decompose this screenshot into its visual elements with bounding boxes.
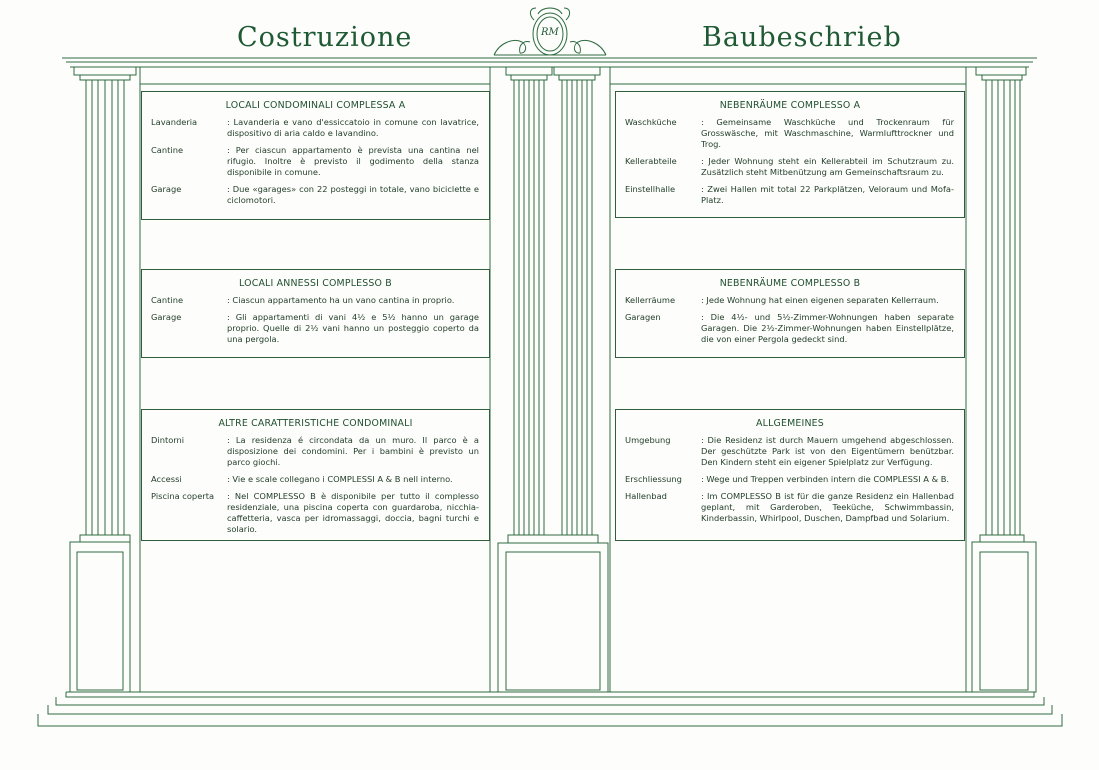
list-item: Cantine : Ciascun appartamento ha un vano cantina in proprio.: [151, 295, 455, 305]
list-item: Dintorni : La residenza é circondata da un muro. Il parco è a disposizione dei condomini. Per i bambini è previsto un parco giochi.: [151, 435, 479, 467]
box-title: LOCALI CONDOMINALI COMPLESSA A: [225, 100, 406, 111]
list-item: Waschküche : Gemeinsame Waschküche und Trockenraum für Grosswäsche, mit Waschmaschine, Warmlufttrockner und Trog.: [625, 117, 954, 149]
base-steps: [38, 692, 1062, 726]
box-nebenraeume-a: [615, 91, 965, 218]
box-locali-annessi-b: [141, 269, 490, 358]
list-item: Garage : Gli appartamenti di vani 4½ e 5½ hanno un garage proprio. Quelle di 2½ vani hanno un posteggio coperto da una pergola.: [151, 312, 479, 344]
box-locali-condominali-a: [141, 91, 490, 220]
list-item: Einstellhalle : Zwei Hallen mit total 22 Parkplätzen, Veloraum und Mofa-Platz.: [625, 184, 954, 205]
list-item: Cantine : Per ciascun appartamento è prevista una cantina nel rifugio. Inoltre è previsto il godimento della stanza disponibile in comune.: [151, 145, 479, 177]
list-item: Piscina coperta : Nel COMPLESSO B è disponibile per tutto il complesso residenziale, una piscina coperta con guardaroba, nicchia-caffetteria, vasca per idromassaggi, doccia, bagni turchi e solario.: [151, 491, 479, 534]
left-column: [70, 67, 136, 692]
list-item: Kellerräume : Jede Wohnung hat einen eigenen separaten Kellerraum.: [625, 295, 939, 305]
list-item: Garagen : Die 4½- und 5½-Zimmer-Wohnungen haben separate Garagen. Die 2½-Zimmer-Wohnungen haben Einstellplätze, die von einer Pergola gedeckt sind.: [625, 312, 954, 344]
box-title: LOCALI ANNESSI COMPLESSO B: [239, 278, 392, 289]
box-altre-caratteristiche: [141, 409, 490, 541]
box-allgemeines: [615, 409, 965, 541]
box-title: NEBENRÄUME COMPLESSO B: [719, 278, 861, 289]
box-title: NEBENRÄUME COMPLESSO A: [719, 100, 861, 111]
list-item: Kellerabteile : Jeder Wohnung steht ein Kellerabteil im Schutzraum zu. Zusätzlich steht Mitbenützung am Gemeinschaftsraum zu.: [625, 156, 954, 177]
list-item: Hallenbad : Im COMPLESSO B ist für die ganze Residenz ein Hallenbad geplant, mit Garderoben, Teeküche, Schwimmbassin, Kinderbassin, Whirlpool, Duschen, Dampfbad und Solarium.: [625, 491, 954, 523]
box-title: ALLGEMEINES: [756, 418, 824, 429]
monogram: RM: [541, 27, 559, 38]
list-item: Garage : Due «garages» con 22 posteggi in totale, vano biciclette e ciclomotori.: [151, 184, 479, 205]
right-column: [972, 67, 1036, 692]
list-item: Accessi : Vie e scale collegano i COMPLESSI A & B nell interno.: [151, 474, 453, 484]
box-nebenraeume-b: [615, 269, 965, 358]
list-item: Erschliessung : Wege und Treppen verbinden intern die COMPLESSI A & B.: [625, 474, 950, 484]
title-italian: Costruzione: [237, 22, 413, 53]
box-title: ALTRE CARATTERISTICHE CONDOMINALI: [218, 418, 413, 429]
list-item: Lavanderia : Lavanderia e vano d'essiccatoio in comune con lavatrice, dispositivo di aria caldo e lavandino.: [151, 117, 479, 138]
list-item: Umgebung : Die Residenz ist durch Mauern umgehend abgeschlossen. Der geschützte Park ist von den Eigentümern benützbar. Den Kindern steht ein eigener Spielplatz zur Verfügung.: [625, 435, 954, 467]
center-columns: [498, 67, 608, 692]
title-german: Baubeschrieb: [702, 22, 902, 53]
